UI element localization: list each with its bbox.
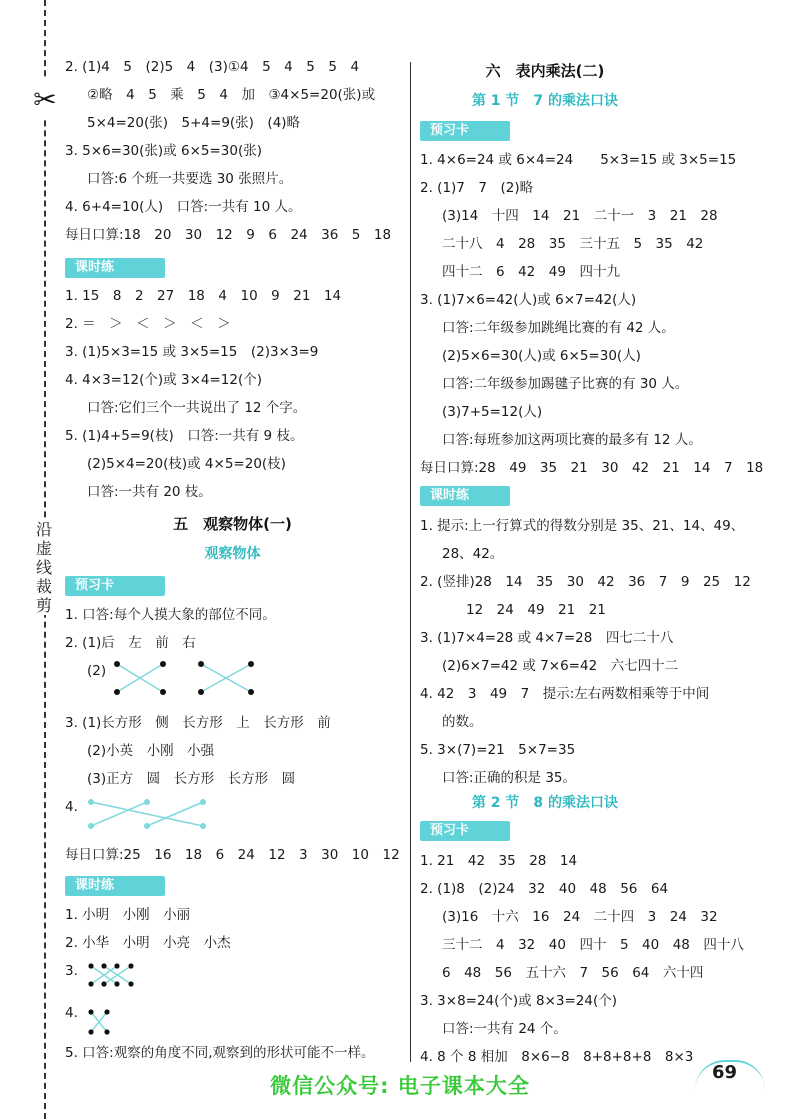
matching-lines-diagram: [113, 658, 313, 698]
answer-line: 口答:一共有 20 枝。: [87, 484, 212, 500]
page-number: 69: [712, 1062, 738, 1083]
answer-line: 2. (1)7 7 (2)略: [420, 180, 534, 196]
answer-line: 4. 4×3=12(个)或 3×4=12(个): [65, 372, 262, 388]
answer-line: 2. (1)后 左 前 右: [65, 635, 196, 651]
answer-line: 每日口算:18 20 30 12 9 6 24 36 5 18: [65, 227, 392, 243]
answer-line: 5×4=20(张) 5+4=9(张) (4)略: [87, 115, 301, 131]
answer-line: 2. 小华 小明 小亮 小杰: [65, 935, 231, 951]
answer-line: 1. 21 42 35 28 14: [420, 853, 578, 869]
answer-line: 每日口算:25 16 18 6 24 12 3 30 10 12: [65, 847, 400, 863]
column-divider: [410, 62, 411, 1062]
answer-line: (2)5×4=20(枝)或 4×5=20(枝): [87, 456, 286, 472]
answer-line: 5. (1)4+5=9(枝) 口答:一共有 9 枝。: [65, 428, 304, 444]
answer-line: 4. 6+4=10(人) 口答:一共有 10 人。: [65, 199, 302, 215]
matching-lines-diagram: [87, 798, 247, 832]
answer-line: 3. (1)7×4=28 或 4×7=28 四七二十八: [420, 630, 674, 646]
answer-line: 2. (1)4 5 (2)5 4 (3)①4 5 4 5 5 4: [65, 59, 360, 75]
preview-tag: 预习卡: [420, 821, 510, 841]
answer-line: (2): [87, 663, 107, 679]
preview-tag: 预习卡: [65, 576, 165, 596]
answer-line: 12 24 49 21 21: [466, 602, 606, 618]
answer-line: 口答:正确的积是 35。: [442, 770, 577, 786]
answer-line: 口答:它们三个一共说出了 12 个字。: [87, 400, 307, 416]
answer-line: 3. (1)5×3=15 或 3×5=15 (2)3×3=9: [65, 344, 319, 360]
answer-line: 3.: [65, 963, 78, 979]
section-subtitle: 第 1 节 7 的乘法口诀: [471, 93, 619, 109]
answer-line: 5. 3×(7)=21 5×7=35: [420, 742, 576, 758]
chapter-title: 六 表内乘法(二): [485, 62, 605, 80]
answer-line: 口答:每班参加这两项比赛的最多有 12 人。: [442, 432, 702, 448]
answer-line: 4. 8 个 8 相加 8×6−8 8+8+8+8 8×3: [420, 1049, 694, 1065]
answer-line: 1. 口答:每个人摸大象的部位不同。: [65, 607, 276, 623]
answer-line: 1. 4×6=24 或 6×4=24 5×3=15 或 3×5=15: [420, 152, 737, 168]
answer-line: 口答:二年级参加跳绳比赛的有 42 人。: [442, 320, 675, 336]
section-title: 五 观察物体(一): [173, 515, 292, 533]
answer-line: 二十八 4 28 35 三十五 5 35 42: [442, 236, 704, 252]
footer-watermark: 微信公众号: 电子课本大全: [270, 1074, 530, 1098]
answer-line: (3)16 十六 16 24 二十四 3 24 32: [442, 909, 718, 925]
answer-line: 6 48 56 五十六 7 56 64 六十四: [442, 965, 704, 981]
preview-tag: 预习卡: [420, 121, 510, 141]
answer-line: 2. (1)8 (2)24 32 40 48 56 64: [420, 881, 669, 897]
answer-line: (3)14 十四 14 21 二十一 3 21 28: [442, 208, 718, 224]
answer-line: 3. 5×6=30(张)或 6×5=30(张): [65, 143, 262, 159]
answer-line: 三十二 4 32 40 四十 5 40 48 四十八: [442, 937, 744, 953]
answer-line: 口答:一共有 24 个。: [442, 1021, 567, 1037]
answer-line: (2)5×6=30(人)或 6×5=30(人): [442, 348, 641, 364]
section-subtitle: 第 2 节 8 的乘法口诀: [471, 795, 619, 811]
answer-line: 3. 3×8=24(个)或 8×3=24(个): [420, 993, 617, 1009]
answer-line: 1. 小明 小刚 小丽: [65, 907, 191, 923]
answer-line: 口答:二年级参加踢毽子比赛的有 30 人。: [442, 376, 689, 392]
answer-line: (2)小英 小刚 小强: [87, 743, 215, 759]
answer-line: 1. 15 8 2 27 18 4 10 9 21 14: [65, 288, 342, 304]
matching-lines-diagram: [87, 1004, 127, 1038]
answer-line: 3. (1)7×6=42(人)或 6×7=42(人): [420, 292, 637, 308]
answer-line: 3. (1)长方形 侧 长方形 上 长方形 前: [65, 715, 331, 731]
cut-along-line-label: 沿虚线裁剪: [30, 520, 58, 615]
answer-line: ②略 4 5 乘 5 4 加 ③4×5=20(张)或: [87, 87, 376, 103]
practice-tag: 课时练: [65, 258, 165, 278]
scissors-icon: ✂: [30, 80, 60, 120]
answer-line: (3)正方 圆 长方形 长方形 圆: [87, 771, 296, 787]
answer-line: 1. 提示:上一行算式的得数分别是 35、21、14、49、: [420, 518, 745, 534]
answer-line: 口答:6 个班一共要选 30 张照片。: [87, 171, 293, 187]
answer-line: 4.: [65, 799, 78, 815]
answer-line: 2. (竖排)28 14 35 30 42 36 7 9 25 12: [420, 574, 751, 590]
answer-line: 4.: [65, 1005, 78, 1021]
answer-line: 2. ＝ ＞ ＜ ＞ ＜ ＞: [65, 316, 231, 332]
answer-line: 5. 口答:观察的角度不同,观察到的形状可能不一样。: [65, 1045, 375, 1061]
answer-line: 四十二 6 42 49 四十九: [442, 264, 620, 280]
answer-line: 每日口算:28 49 35 21 30 42 21 14 7 18: [420, 460, 764, 476]
answer-line: (3)7+5=12(人): [442, 404, 543, 420]
section-subtitle: 观察物体: [204, 546, 261, 562]
answer-line: 28、42。: [442, 546, 504, 562]
practice-tag: 课时练: [420, 486, 510, 506]
practice-tag: 课时练: [65, 876, 165, 896]
answer-line: 的数。: [442, 714, 483, 730]
matching-lines-diagram: [87, 962, 167, 992]
answer-line: 4. 42 3 49 7 提示:左右两数相乘等于中间: [420, 686, 710, 702]
answer-line: (2)6×7=42 或 7×6=42 六七四十二: [442, 658, 679, 674]
